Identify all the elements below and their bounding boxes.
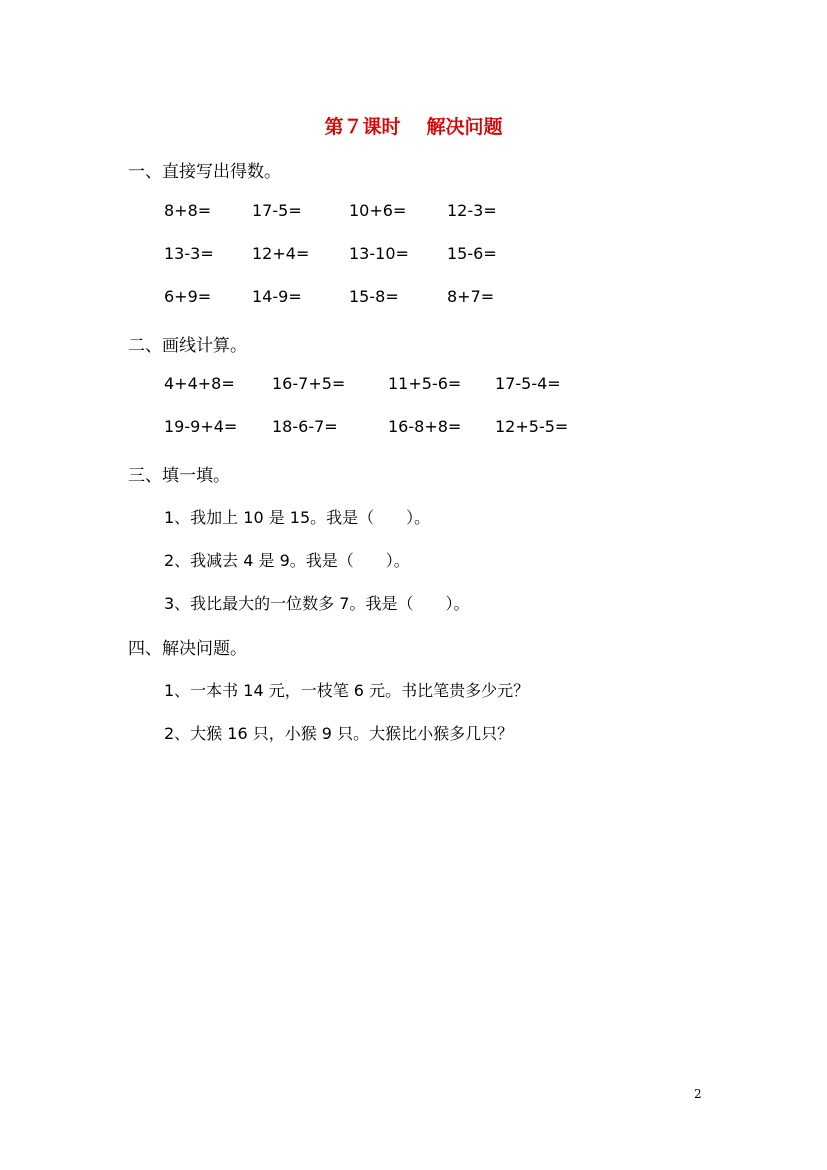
page-number: 2 — [694, 1087, 702, 1101]
lesson-topic: 解决问题 — [426, 116, 503, 138]
expression: 12+4= — [252, 244, 310, 263]
expression: 10+6= — [349, 201, 407, 220]
expression: 16-8+8= — [388, 417, 462, 436]
expression: 14-9= — [252, 287, 302, 306]
expression: 12+5-5= — [495, 417, 569, 436]
lesson-number: 第７课时 — [324, 116, 401, 138]
expression: 18-6-7= — [272, 417, 338, 436]
expression: 8+8= — [164, 201, 212, 220]
expression: 15-8= — [349, 287, 399, 306]
fill-item: 2、我减去 4 是 9。我是（ ）。 — [164, 551, 410, 570]
section-heading-1: 一、直接写出得数。 — [128, 162, 281, 182]
expression: 15-6= — [447, 244, 497, 263]
expression: 13-3= — [164, 244, 214, 263]
section-heading-2: 二、画线计算。 — [128, 336, 247, 356]
page-title — [0, 112, 827, 139]
expression: 12-3= — [447, 201, 497, 220]
expression: 6+9= — [164, 287, 212, 306]
expression: 17-5= — [252, 201, 302, 220]
expression: 13-10= — [349, 244, 409, 263]
section-heading-4: 四、解决问题。 — [128, 639, 247, 659]
expression: 8+7= — [447, 287, 495, 306]
problem-item: 2、大猴 16 只，小猴 9 只。大猴比小猴多几只？ — [164, 724, 514, 743]
expression: 11+5-6= — [388, 374, 462, 393]
fill-item: 1、我加上 10 是 15。我是（ ）。 — [164, 508, 431, 527]
expression: 4+4+8= — [164, 374, 235, 393]
problem-item: 1、一本书 14 元，一枝笔 6 元。书比笔贵多少元？ — [164, 681, 530, 700]
fill-item: 3、我比最大的一位数多 7。我是（ ）。 — [164, 594, 470, 613]
expression: 19-9+4= — [164, 417, 238, 436]
expression: 16-7+5= — [272, 374, 346, 393]
expression: 17-5-4= — [495, 374, 561, 393]
section-heading-3: 三、填一填。 — [128, 466, 230, 486]
